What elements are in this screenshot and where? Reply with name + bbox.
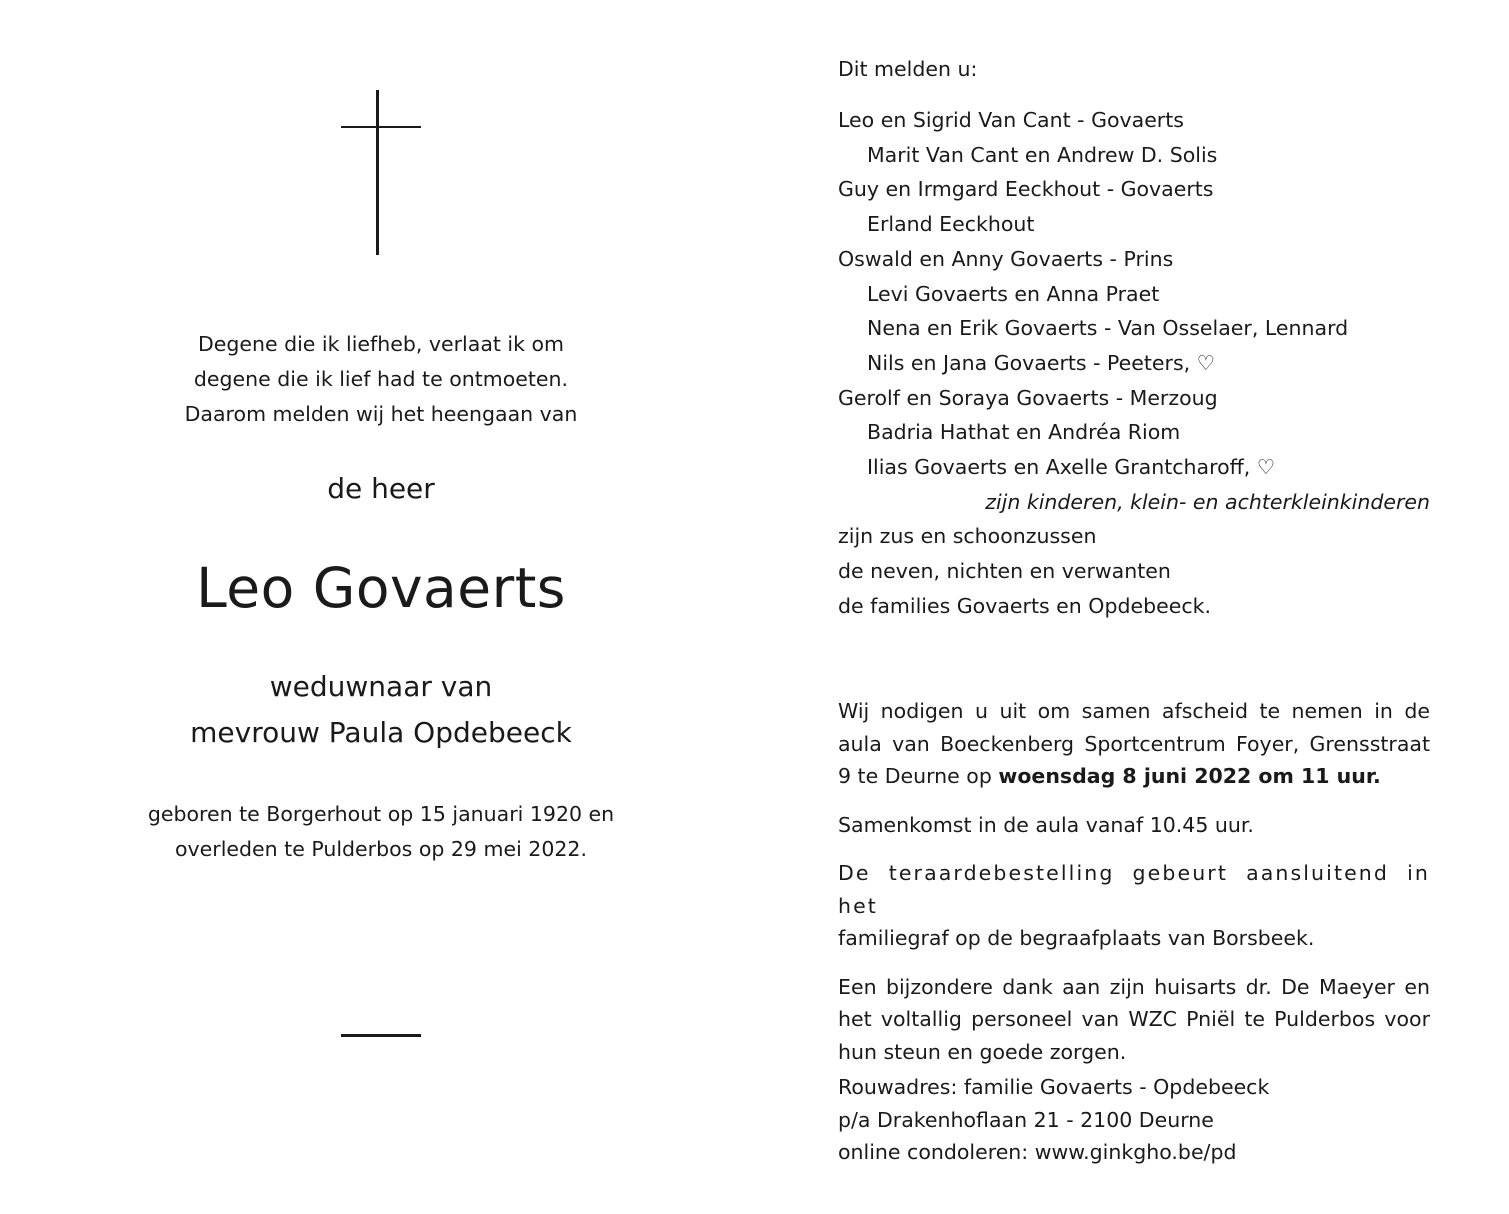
relation-caption: zijn kinderen, klein- en achterkleinkinderen [985, 489, 1430, 514]
family-line: Badria Hathat en Andréa Riom [867, 420, 1181, 445]
family-list [838, 103, 1430, 624]
intro-line: degene die ik lief had te ontmoeten. [193, 367, 569, 391]
divider-line [341, 1034, 421, 1037]
family-line: Marit Van Cant en Andrew D. Solis [867, 142, 1218, 167]
cross-vertical-bar [376, 90, 379, 255]
family-line: Guy en Irmgard Eeckhout - Govaerts [838, 177, 1214, 202]
invitation-text: Wij nodigen u uit om samen afscheid te nemen in de aula van Boeckenberg Sportcentrum Foyer, Grensstraat 9 te Deurne op [838, 699, 1430, 788]
burial-text-line: De teraardebestelling gebeurt aansluitend in het [838, 861, 1430, 918]
greeting: Dit melden u: [838, 57, 978, 81]
widow-line: weduwnaar van [269, 670, 493, 703]
burial-paragraph [838, 857, 1430, 955]
widower-of [81, 664, 681, 756]
born-line: geboren te Borgerhout op 15 januari 1920 en [147, 802, 615, 826]
family-line: de families Govaerts en Opdebeeck. [838, 593, 1211, 618]
intro-line: Degene die ik liefheb, verlaat ik om [197, 332, 565, 356]
deceased-name: Leo Govaerts [196, 556, 566, 620]
family-line: Oswald en Anny Govaerts - Prins [838, 246, 1174, 271]
family-line: zijn zus en schoonzussen [838, 524, 1097, 549]
invitation [838, 695, 1430, 1084]
burial-text-line: familiegraf op de begraafplaats van Borsbeek. [838, 926, 1315, 950]
mourning-address [838, 1071, 1430, 1169]
birth-death-dates [101, 797, 661, 867]
family-line: Gerolf en Soraya Govaerts - Merzoug [838, 385, 1218, 410]
family-line: Nils en Jana Govaerts - Peeters, ♡ [867, 350, 1216, 375]
ceremony-date: woensdag 8 juni 2022 om 11 uur. [998, 764, 1381, 788]
family-line: Ilias Govaerts en Axelle Grantcharoff, ♡ [867, 455, 1276, 480]
address-line: Rouwadres: familie Govaerts - Opdebeeck [838, 1075, 1270, 1099]
born-line: overleden te Pulderbos op 29 mei 2022. [175, 837, 587, 861]
gathering-paragraph: Samenkomst in de aula vanaf 10.45 uur. [838, 812, 1254, 837]
family-line: Leo en Sigrid Van Cant - Govaerts [838, 108, 1184, 132]
honorific: de heer [327, 472, 435, 505]
cross-icon [341, 90, 421, 255]
thanks-paragraph: Een bijzondere dank aan zijn huisarts dr. De Maeyer en het voltallig personeel van WZC Pniël te Pulderbos voor hun steun en goede zorgen. [838, 974, 1430, 1064]
family-line: de neven, nichten en verwanten [838, 559, 1171, 584]
intro-line: Daarom melden wij het heengaan van [184, 402, 578, 426]
cross-horizontal-bar [341, 126, 421, 128]
family-line: Levi Govaerts en Anna Praet [867, 281, 1160, 306]
intro-text [131, 327, 631, 432]
address-line: p/a Drakenhoflaan 21 - 2100 Deurne [838, 1107, 1214, 1132]
family-line: Nena en Erik Govaerts - Van Osselaer, Lennard [867, 316, 1349, 341]
address-line: online condoleren: www.ginkgho.be/pd [838, 1140, 1237, 1164]
widow-line: mevrouw Paula Opdebeeck [190, 716, 572, 749]
invitation-paragraph [838, 695, 1430, 793]
family-line: Erland Eeckhout [867, 212, 1035, 237]
